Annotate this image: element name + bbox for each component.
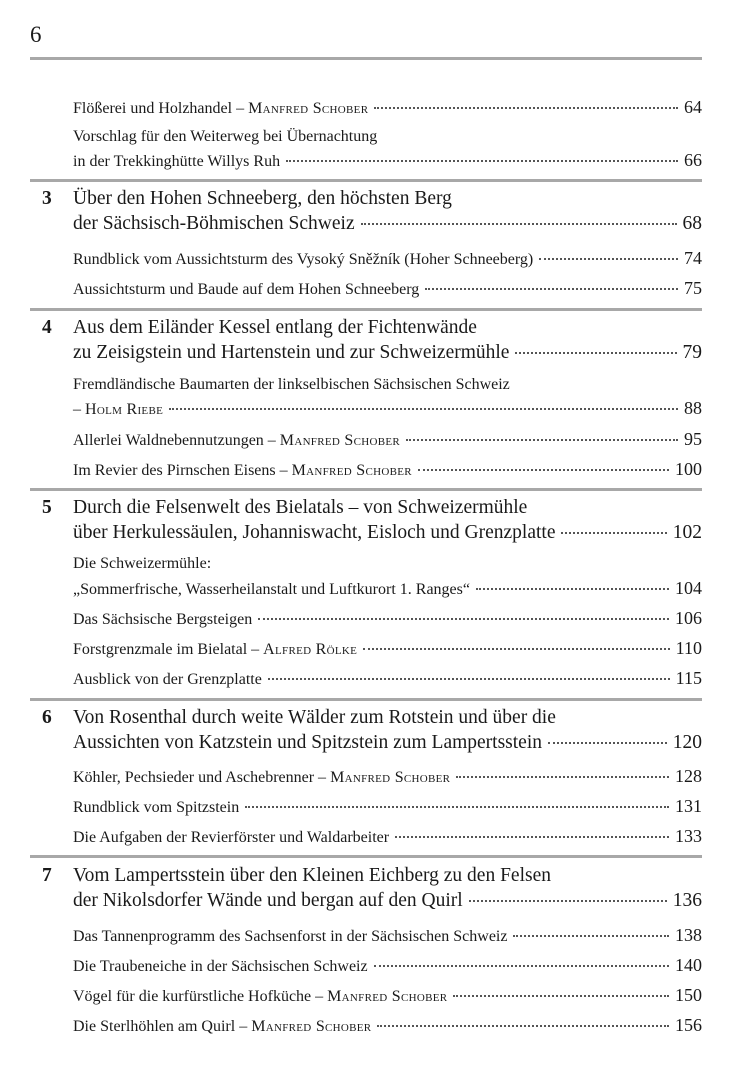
page-ref: 133 <box>675 826 702 846</box>
dot-leader <box>361 223 677 225</box>
chapter-4-line1[interactable] <box>73 315 702 341</box>
dot-leader <box>406 439 678 441</box>
chapter-7-line1[interactable] <box>73 863 702 889</box>
chapter-title: der Nikolsdorfer Wände und bergan auf den Quirl <box>73 890 463 911</box>
page-ref: 104 <box>675 578 702 598</box>
dot-leader <box>513 935 669 937</box>
entry-author: Holm Riebe <box>85 401 164 418</box>
page-ref: 75 <box>684 278 702 298</box>
page-ref: 115 <box>675 668 702 688</box>
chapter-title: über Herkulessäulen, Johanniswacht, Eisloch und Grenzplatte <box>73 522 556 543</box>
entry-title: Die Schweizermühle: <box>73 555 212 572</box>
page-ref: 88 <box>684 398 702 418</box>
dot-leader <box>476 588 669 590</box>
chapter-5-line1[interactable] <box>73 495 702 521</box>
toc-entry-voegel-hofkueche[interactable] <box>73 984 702 1006</box>
toc-entry-spitzstein[interactable] <box>73 795 702 817</box>
toc-entry-rundblick-schneeberg[interactable] <box>73 247 702 269</box>
entry-title: Die Traubeneiche in der Sächsischen Schweiz <box>73 958 368 975</box>
dot-leader <box>425 288 678 290</box>
toc-entry-koehler[interactable] <box>73 765 702 787</box>
toc-entry-forstgrenzmale[interactable] <box>73 637 702 659</box>
page-ref: 66 <box>684 150 702 170</box>
section-divider <box>30 488 702 491</box>
entry-title: Allerlei Waldnebennutzungen – Manfred Schober <box>73 432 401 449</box>
dot-leader <box>515 352 676 354</box>
entry-title: – Holm Riebe <box>73 401 164 418</box>
dot-leader <box>395 836 669 838</box>
page-ref: 100 <box>675 459 702 479</box>
page-ref: 68 <box>682 213 702 234</box>
toc-entry-weiterweg-line2[interactable] <box>73 149 702 171</box>
entry-author: Alfred Rölke <box>263 641 358 658</box>
chapter-title: Vom Lampertsstein über den Kleinen Eichberg zu den Felsen <box>73 865 551 886</box>
page-ref: 95 <box>684 429 702 449</box>
chapter-6-line1[interactable] <box>73 705 702 731</box>
toc-entry-traubeneiche[interactable] <box>73 954 702 976</box>
entry-author: Manfred Schober <box>279 432 401 449</box>
chapter-5-line2[interactable] <box>73 520 702 546</box>
chapter-title: Aus dem Eiländer Kessel entlang der Fichtenwände <box>73 317 477 338</box>
chapter-title: Aussichten von Katzstein und Spitzstein zum Lampertsstein <box>73 732 542 753</box>
page-ref: 74 <box>684 248 702 268</box>
toc-entry-fremdlaendische-line2[interactable] <box>73 397 702 419</box>
entry-title: Köhler, Pechsieder und Aschebrenner – Manfred Schober <box>73 769 451 786</box>
dot-leader <box>377 1025 669 1027</box>
dot-leader <box>286 160 678 162</box>
page-ref: 150 <box>675 985 702 1005</box>
page-ref: 156 <box>675 1015 702 1035</box>
dot-leader <box>169 408 678 410</box>
chapter-3-line2[interactable] <box>73 211 702 237</box>
chapter-number: 3 <box>42 188 52 209</box>
entry-title: Vögel für die kurfürstliche Hofküche – Manfred Schober <box>73 988 448 1005</box>
chapter-title: der Sächsisch-Böhmischen Schweiz <box>73 213 355 234</box>
toc-entry-schweizermuehle-line2[interactable] <box>73 577 702 599</box>
entry-author: Manfred Schober <box>291 462 412 479</box>
page-ref: 140 <box>675 955 702 975</box>
chapter-6-line2[interactable] <box>73 730 702 756</box>
chapter-title: zu Zeisigstein und Hartenstein und zur Schweizermühle <box>73 342 510 363</box>
entry-author: Manfred Schober <box>327 988 448 1005</box>
entry-title: Das Tannenprogramm des Sachsenforst in der Sächsischen Schweiz <box>73 928 508 945</box>
dot-leader <box>245 806 669 808</box>
dot-leader <box>418 469 669 471</box>
page-ref: 138 <box>675 925 702 945</box>
entry-title: Vorschlag für den Weiterweg bei Übernachtung <box>73 128 378 145</box>
dot-leader <box>268 678 670 680</box>
toc-entry-bergsteigen[interactable] <box>73 607 702 629</box>
entry-title: Die Sterlhöhlen am Quirl – Manfred Schober <box>73 1018 372 1035</box>
chapter-number: 5 <box>42 497 52 518</box>
entry-title: Rundblick vom Spitzstein <box>73 799 240 816</box>
page-ref: 102 <box>672 522 702 543</box>
chapter-4-line2[interactable] <box>73 340 702 366</box>
toc-entry-grenzplatte[interactable] <box>73 667 702 689</box>
entry-title: Rundblick vom Aussichtsturm des Vysoký Sněžník (Hoher Schneeberg) <box>73 251 534 268</box>
entry-title: Aussichtsturm und Baude auf dem Hohen Schneeberg <box>73 281 420 298</box>
section-divider <box>30 855 702 858</box>
entry-author: Manfred Schober <box>251 1018 372 1035</box>
page-number: 6 <box>30 22 42 47</box>
chapter-number: 7 <box>42 865 52 886</box>
dot-leader <box>374 107 678 109</box>
entry-title: Ausblick von der Grenzplatte <box>73 671 262 688</box>
entry-title: Fremdländische Baumarten der linkselbischen Sächsischen Schweiz <box>73 376 510 393</box>
page-ref: 136 <box>672 890 702 911</box>
toc-entry-waldnebennutzungen[interactable] <box>73 428 702 450</box>
dot-leader <box>363 648 669 650</box>
entry-title: Das Sächsische Bergsteigen <box>73 611 253 628</box>
entry-title: „Sommerfrische, Wasserheilanstalt und Luftkurort 1. Ranges“ <box>73 581 470 598</box>
page-ref: 120 <box>672 732 702 753</box>
dot-leader <box>539 258 678 260</box>
page-ref: 131 <box>675 796 702 816</box>
section-divider <box>30 308 702 311</box>
dot-leader <box>258 618 669 620</box>
entry-title: Flößerei und Holzhandel – Manfred Schober <box>73 100 369 117</box>
dot-leader <box>374 965 669 967</box>
dot-leader <box>456 776 669 778</box>
toc-entry-flosserei[interactable] <box>73 96 702 118</box>
section-divider <box>30 179 702 182</box>
entry-author: Manfred Schober <box>248 100 369 117</box>
dot-leader <box>469 900 667 902</box>
toc-entry-fremdlaendische-line1[interactable] <box>73 374 702 396</box>
chapter-title: Über den Hohen Schneeberg, den höchsten Berg <box>73 188 452 209</box>
chapter-3-line1[interactable] <box>73 186 702 212</box>
section-divider <box>30 698 702 701</box>
page-ref: 79 <box>682 342 702 363</box>
entry-title: Die Aufgaben der Revierförster und Waldarbeiter <box>73 829 390 846</box>
entry-author: Manfred Schober <box>330 769 451 786</box>
chapter-title: Von Rosenthal durch weite Wälder zum Rotstein und über die <box>73 707 556 728</box>
toc-entry-tannenprogramm[interactable] <box>73 924 702 946</box>
toc-entry-schweizermuehle-line1[interactable] <box>73 553 702 575</box>
page-ref: 64 <box>684 97 702 117</box>
entry-title: in der Trekkinghütte Willys Ruh <box>73 153 281 170</box>
toc-entry-aussichtsturm-baude[interactable] <box>73 277 702 299</box>
entry-title: Im Revier des Pirnschen Eisens – Manfred Schober <box>73 462 412 479</box>
toc-entry-revierfoerster[interactable] <box>73 825 702 847</box>
chapter-number: 4 <box>42 317 52 338</box>
toc-entry-pirnschen-eisens[interactable] <box>73 458 702 480</box>
toc-entry-weiterweg-line1[interactable] <box>73 126 702 148</box>
chapter-number: 6 <box>42 707 52 728</box>
toc-entry-sterlhoehlen[interactable] <box>73 1014 702 1036</box>
dot-leader <box>453 995 669 997</box>
entry-title: Forstgrenzmale im Bielatal – Alfred Rölke <box>73 641 358 658</box>
chapter-title: Durch die Felsenwelt des Bielatals – von Schweizermühle <box>73 497 528 518</box>
dot-leader <box>561 532 666 534</box>
page-ref: 128 <box>675 766 702 786</box>
page-ref: 110 <box>675 638 702 658</box>
page-ref: 106 <box>675 608 702 628</box>
dot-leader <box>548 742 667 744</box>
chapter-7-line2[interactable] <box>73 888 702 914</box>
